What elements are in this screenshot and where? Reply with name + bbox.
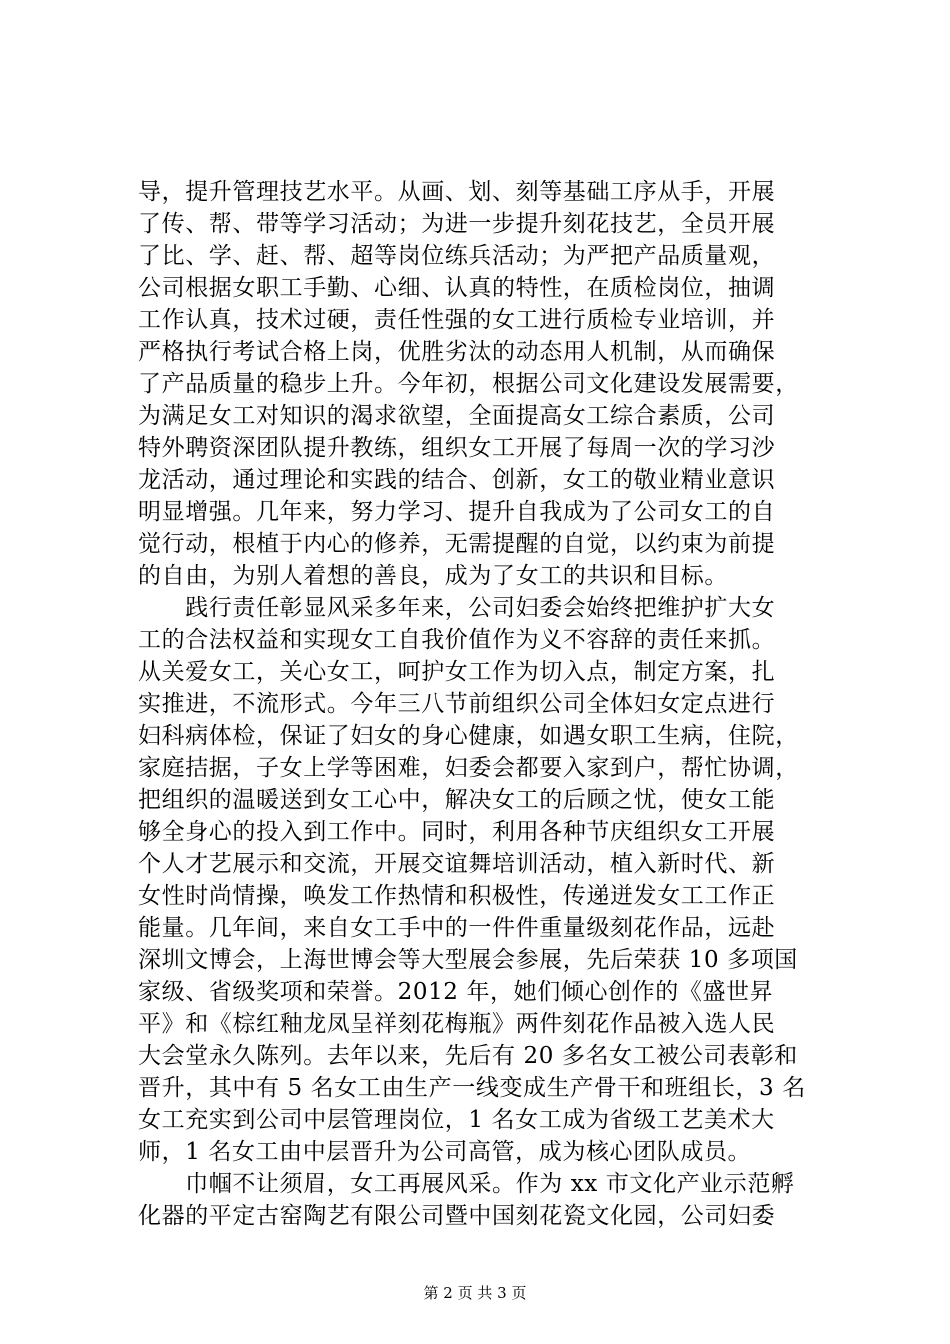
- text-line: 特外聘资深团队提升教练，组织女工开展了每周一次的学习沙: [138, 435, 776, 461]
- text-line: 了比、学、赶、帮、超等岗位练兵活动；为严把产品质量观，: [138, 243, 776, 269]
- text-line: 家级、省级奖项和荣誉。2012 年，她们倾心创作的《盛世昇: [138, 979, 774, 1005]
- text-line: 的自由，为别人着想的善良，成为了女工的共识和目标。: [138, 563, 728, 589]
- text-line: 从关爱女工，关心女工，呵护女工作为切入点，制定方案，扎: [138, 659, 776, 685]
- text-line: 实推进，不流形式。今年三八节前组织公司全体妇女定点进行: [138, 691, 776, 717]
- text-line: 为满足女工对知识的渴求欲望，全面提高女工综合素质，公司: [138, 403, 776, 429]
- text-line: 女工充实到公司中层管理岗位，1 名女工成为省级工艺美术大: [138, 1107, 775, 1133]
- text-line: 妇科病体检，保证了妇女的身心健康，如遇女职工生病，住院，: [138, 723, 799, 749]
- text-line: 把组织的温暖送到女工心中，解决女工的后顾之忧，使女工能: [138, 787, 776, 813]
- text-line: 家庭拮据，子女上学等困难，妇委会都要入家到户，帮忙协调，: [138, 755, 799, 781]
- text-line: 大会堂永久陈列。去年以来，先后有 20 多名女工被公司表彰和: [138, 1043, 798, 1069]
- text-line: 工的合法权益和实现女工自我价值作为义不容辞的责任来抓。: [138, 627, 776, 653]
- text-line: 了产品质量的稳步上升。今年初，根据公司文化建设发展需要，: [138, 371, 799, 397]
- text-line: 践行责任彰显风采多年来，公司妇委会始终把维护扩大女: [138, 595, 776, 621]
- body-text: [138, 176, 838, 1232]
- text-line: 工作认真，技术过硬，责任性强的女工进行质检专业培训，并: [138, 307, 776, 333]
- text-line: 个人才艺展示和交流，开展交谊舞培训活动，植入新时代、新: [138, 851, 776, 877]
- text-line: 巾帼不让须眉，女工再展风采。作为 xx 市文化产业示范孵: [138, 1171, 795, 1197]
- text-line: 师，1 名女工由中层晋升为公司高管，成为核心团队成员。: [138, 1139, 752, 1165]
- text-line: 明显增强。几年来，努力学习、提升自我成为了公司女工的自: [138, 499, 776, 525]
- page-footer: 第 2 页 共 3 页: [423, 1284, 527, 1302]
- text-line: 了传、帮、带等学习活动；为进一步提升刻花技艺，全员开展: [138, 211, 776, 237]
- text-line: 公司根据女职工手勤、心细、认真的特性，在质检岗位，抽调: [138, 275, 776, 301]
- text-line: 女性时尚情操，唤发工作热情和积极性，传递迸发女工工作正: [138, 883, 776, 909]
- text-line: 晋升，其中有 5 名女工由生产一线变成生产骨干和班组长，3 名: [138, 1075, 806, 1101]
- text-line: 导，提升管理技艺水平。从画、划、刻等基础工序从手，开展: [138, 179, 776, 205]
- text-line: 龙活动，通过理论和实践的结合、创新，女工的敬业精业意识: [138, 467, 776, 493]
- text-line: 能量。几年间，来自女工手中的一件件重量级刻花作品，远赴: [138, 915, 776, 941]
- text-line: 化器的平定古窑陶艺有限公司暨中国刻花瓷文化园，公司妇委: [138, 1203, 776, 1229]
- text-line: 平》和《棕红釉龙凤呈祥刻花梅瓶》两件刻花作品被入选人民: [138, 1011, 776, 1037]
- text-line: 够全身心的投入到工作中。同时，利用各种节庆组织女工开展: [138, 819, 776, 845]
- text-line: 深圳文博会，上海世博会等大型展会参展，先后荣获 10 多项国: [138, 947, 798, 973]
- text-line: 觉行动，根植于内心的修养，无需提醒的自觉，以约束为前提: [138, 531, 776, 557]
- text-line: 严格执行考试合格上岗，优胜劣汰的动态用人机制，从而确保: [138, 339, 776, 365]
